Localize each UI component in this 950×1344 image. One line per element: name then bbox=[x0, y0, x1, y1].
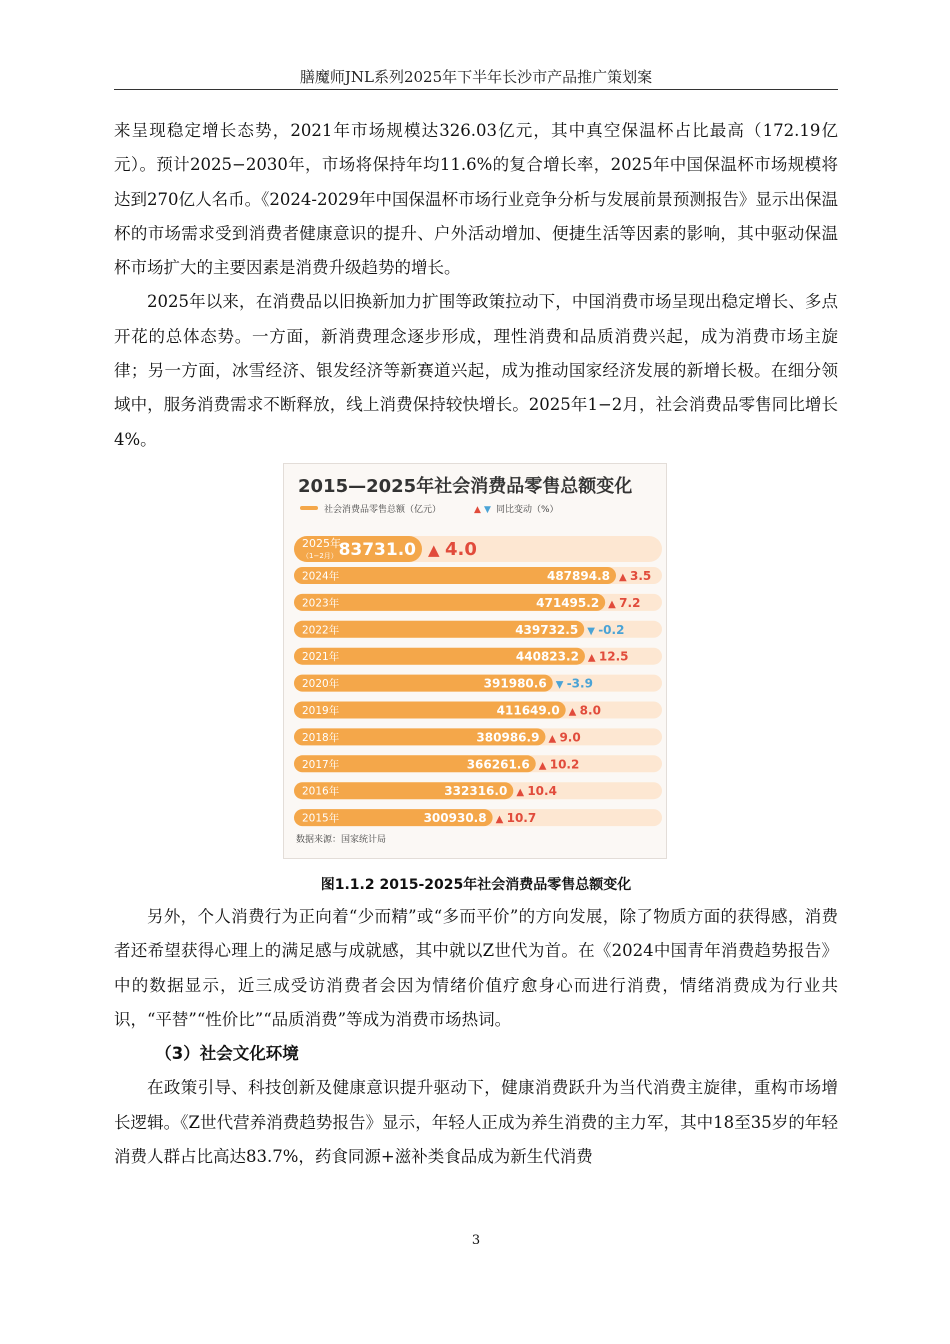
legend-up-icon: ▲ bbox=[474, 505, 481, 515]
change-up-icon: ▲ bbox=[516, 787, 525, 799]
change-down-icon: ▼ bbox=[555, 679, 564, 691]
bar-category-label: 2016年 bbox=[302, 785, 340, 798]
change-label: 8.0 bbox=[579, 703, 601, 718]
change-label: 12.5 bbox=[598, 649, 629, 664]
bar-value-label: 471495.2 bbox=[536, 595, 600, 610]
change-label: 10.2 bbox=[549, 757, 580, 772]
retail-sales-chart bbox=[283, 463, 667, 859]
page-number: 3 bbox=[471, 1233, 481, 1248]
bar-category-label: 2024年 bbox=[302, 570, 340, 583]
bar-category-label: 2019年 bbox=[302, 705, 340, 717]
legend-series-label: 社会消费品零售总额（亿元） bbox=[324, 505, 442, 515]
bar-category-label: 2023年 bbox=[302, 597, 340, 610]
bar-category-note: （1−2月） bbox=[302, 552, 338, 560]
change-up-icon: ▲ bbox=[619, 572, 627, 583]
bar-value-label: 380986.9 bbox=[476, 730, 540, 745]
change-label: 3.5 bbox=[630, 569, 652, 583]
bar-value-label: 332316.0 bbox=[444, 784, 508, 799]
change-up-icon: ▲ bbox=[538, 760, 547, 772]
paragraph-health-consumption: 在政策引导、科技创新及健康意识提升驱动下，健康消费跃升为当代消费主旋律，重构市场增长逻辑。《Z世代营养消费趋势报告》显示，年轻人正成为养生消费的主力军，其中18至35岁的年轻消费人群占比高达83.7%，药食同源+滋补类食品成为新生代消费 bbox=[114, 1078, 838, 1167]
bar-value-label: 487894.8 bbox=[546, 569, 610, 583]
chart-source: 数据来源：国家统计局 bbox=[296, 835, 387, 845]
legend-bar-swatch bbox=[300, 506, 318, 510]
paragraph-consumption-trend: 2025年以来，在消费品以旧换新加力扩围等政策拉动下，中国消费市场呈现出稳定增长、多点开花的总体态势。一方面，新消费理念逐步形成，理性消费和品质消费兴起，成为消费市场主旋律；另一方面，冰雪经济、银发经济等新赛道兴起，成为推动国家经济发展的新增长极。在细分领域中，服务消费需求不断释放，线上消费保持较快增长。2025年1−2月，社会消费品零售同比增长4%。 bbox=[114, 292, 838, 449]
paragraph-genz-consumption: 另外，个人消费行为正向着“少而精”或“多而平价”的方向发展，除了物质方面的获得感，消费者还希望获得心理上的满足感与成就感，其中就以Z世代为首。在《2024中国青年消费趋势报告》中的数据显示，近三成受访消费者会因为情绪价值疗愈身心而进行消费，情绪消费成为行业共识，“平替”“性价比”“品质消费”等成为消费市场热词。 bbox=[114, 907, 838, 1029]
legend-change-label: 同比变动（%） bbox=[496, 505, 559, 515]
bar-category-label: 2021年 bbox=[302, 651, 340, 664]
bar-category-label: 2025年 bbox=[302, 537, 341, 550]
body-text-bottom bbox=[114, 900, 838, 1174]
change-up-icon: ▲ bbox=[587, 652, 596, 664]
bar-value-label: 300930.8 bbox=[423, 811, 487, 826]
change-up-icon: ▲ bbox=[568, 706, 577, 718]
change-label: 4.0 bbox=[445, 539, 477, 560]
change-label: 7.2 bbox=[619, 595, 641, 610]
chart-title: 2015—2025年社会消费品零售总额变化 bbox=[298, 476, 633, 497]
bar-value-label: 366261.6 bbox=[466, 757, 530, 772]
change-up-icon: ▲ bbox=[548, 733, 557, 745]
bar-value-label: 439732.5 bbox=[515, 622, 579, 637]
change-up-icon: ▲ bbox=[495, 814, 504, 826]
bar-value-label: 83731.0 bbox=[338, 540, 416, 560]
body-text-top bbox=[114, 114, 838, 457]
change-down-icon: ▼ bbox=[587, 625, 595, 637]
change-label: -0.2 bbox=[598, 622, 625, 637]
bar-value-label: 440823.2 bbox=[515, 649, 579, 664]
change-label: 10.4 bbox=[527, 784, 557, 799]
bar-category-label: 2020年 bbox=[302, 678, 340, 691]
bar-category-label: 2015年 bbox=[302, 812, 340, 825]
page-header: 膳魔师JNL系列2025年下半年长沙市产品推广策划案 bbox=[299, 68, 653, 86]
bar-category-label: 2017年 bbox=[302, 758, 340, 771]
bar-category-label: 2022年 bbox=[302, 624, 340, 637]
change-label: -3.9 bbox=[566, 676, 593, 691]
paragraph-market-size: 来呈现稳定增长态势，2021年市场规模达326.03亿元，其中真空保温杯占比最高（172.19亿元）。预计2025−2030年，市场将保持年均11.6%的复合增长率，2025年中国保温杯市场规模将达到270亿人名币。《2024-2029年中国保温杯市场行业竞争分析与发展前景预测报告》显示出保温杯的市场需求受到消费者健康意识的提升、户外活动增加、便捷生活等因素的影响，其中驱动保温杯市场扩大的主要因素是消费升级趋势的增长。 bbox=[114, 121, 838, 278]
header-divider bbox=[114, 89, 838, 90]
figure-caption: 图1.1.2 2015-2025年社会消费品零售总额变化 bbox=[320, 877, 632, 893]
change-label: 9.0 bbox=[559, 730, 581, 745]
change-label: 10.7 bbox=[506, 811, 537, 826]
bar-value-label: 391980.6 bbox=[483, 676, 547, 691]
bar-category-label: 2018年 bbox=[302, 731, 340, 744]
legend-down-icon: ▼ bbox=[484, 505, 491, 515]
change-up-icon: ▲ bbox=[608, 598, 616, 610]
bar-value-label: 411649.0 bbox=[496, 703, 560, 718]
chart-canvas bbox=[284, 464, 666, 858]
section-subheading: （3）社会文化环境 bbox=[155, 1044, 299, 1064]
change-up-icon: ▲ bbox=[428, 541, 440, 559]
